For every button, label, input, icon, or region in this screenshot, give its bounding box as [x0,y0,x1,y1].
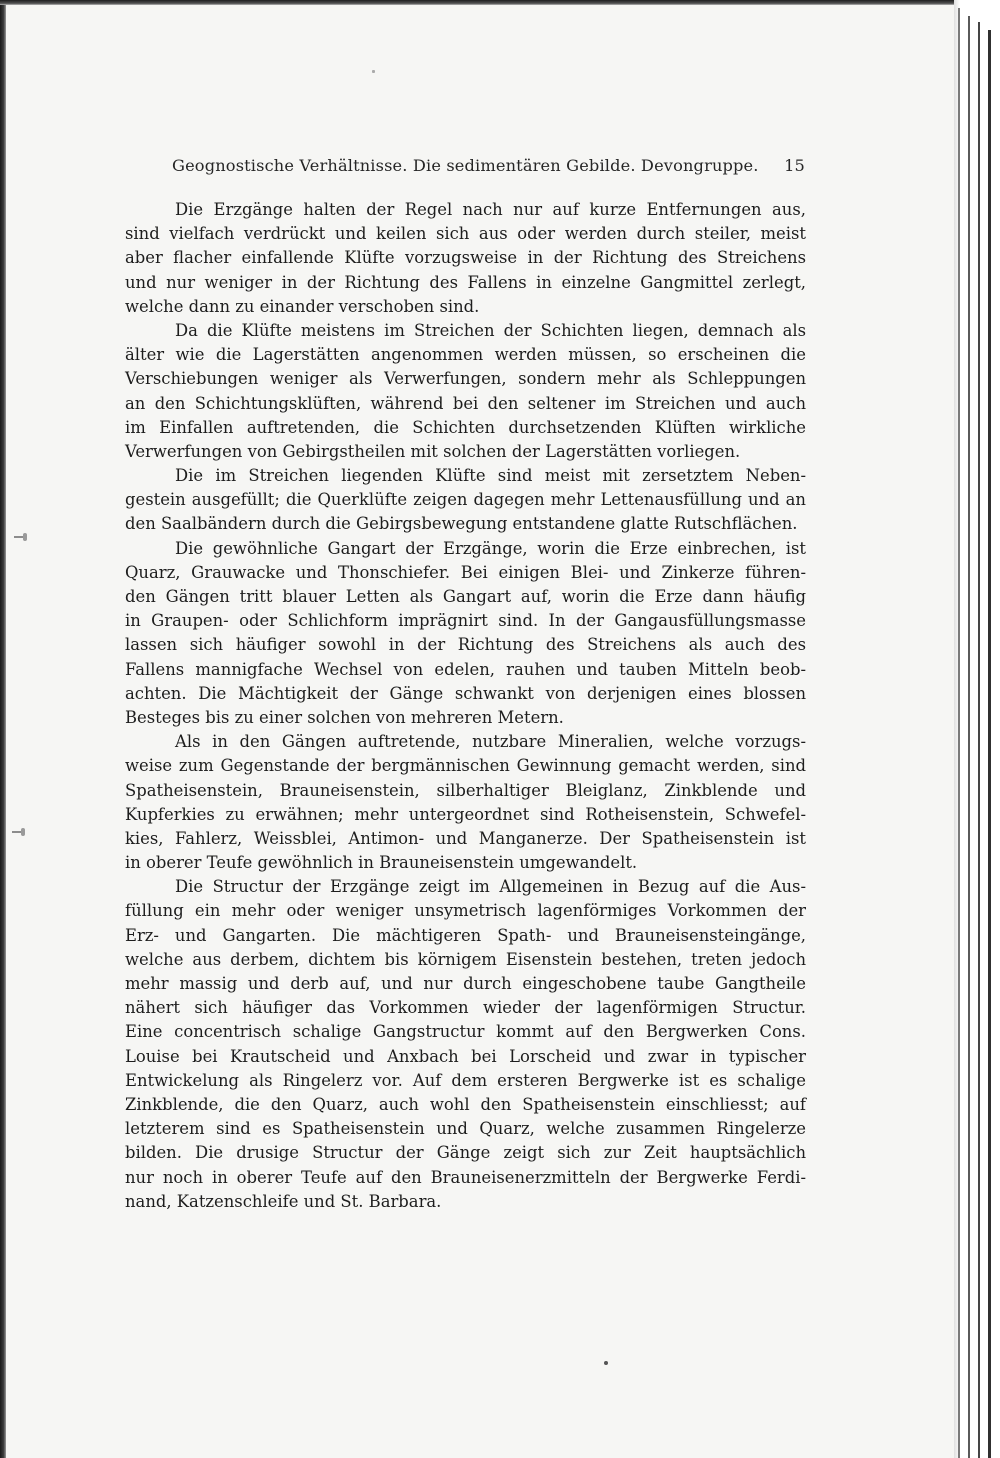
text-line: an den Schichtungsklüften, während bei den seltener im Streichen und auch [125,393,806,413]
text-line: Als in den Gängen auftretende, nutzbare Mineralien, welche vorzugs- [175,732,806,752]
page-number: 15 [784,156,805,175]
text-line: den Gängen tritt blauer Letten als Gangart auf, worin die Erze dann häufig [125,587,806,606]
text-line: Verwerfungen von Gebirgstheilen mit solchen der Lagerstätten vorliegen. [125,441,741,461]
text-line: kies, Fahlerz, Weissblei, Antimon- und Manganerze. Der Spatheisenstein ist [125,828,806,848]
text-line: Quarz, Grauwacke und Thonschiefer. Bei einigen Blei- und Zinkerze führen- [125,562,806,582]
text-line: lassen sich häufiger sowohl in der Richtung des Streichens als auch des [125,635,806,655]
text-line: Entwickelung als Ringelerz vor. Auf dem ersteren Bergwerke ist es schalige [125,1070,806,1090]
text-line: Erz- und Gangarten. Die mächtigeren Spath- und Brauneisensteingänge, [125,925,806,945]
text-line: Verschiebungen weniger als Verwerfungen, sondern mehr als Schleppungen [125,369,806,389]
text-line: bilden. Die drusige Structur der Gänge zeigt sich zur Zeit hauptsächlich [125,1143,806,1163]
text-line: achten. Die Mächtigkeit der Gänge schwankt von derjenigen eines blossen [125,683,806,703]
text-line: sind vielfach verdrückt und keilen sich aus oder werden durch steiler, meist [125,224,806,244]
margin-binding-mark [10,828,28,836]
text-line: im Einfallen auftretenden, die Schichten durchsetzenden Klüften wirkliche [125,417,806,437]
scan-left-edge [0,0,6,1458]
text-line: aber flacher einfallende Klüfte vorzugsweise in der Richtung des Streichens [125,248,806,268]
paragraph [125,319,806,464]
text-line: in oberer Teufe gewöhnlich in Brauneisenstein umgewandelt. [125,853,638,873]
body-text [125,198,806,1214]
paper-speck [372,70,375,73]
text-line: nur noch in oberer Teufe auf den Brauneisenerzmitteln der Bergwerke Ferdi- [125,1167,806,1187]
page-stack-edge [954,0,1000,1458]
text-line: Die im Streichen liegenden Klüfte sind meist mit zersetztem Neben- [175,466,806,486]
text-line: Spatheisenstein, Brauneisenstein, silberhaltiger Bleiglanz, Zinkblende und [125,780,806,800]
text-line: älter wie die Lagerstätten angenommen werden müssen, so erscheinen die [125,345,806,365]
text-line: nähert sich häufiger das Vorkommen wieder der lagenförmigen Structur. [125,998,806,1018]
text-line: Die gewöhnliche Gangart der Erzgänge, worin die Erze einbrechen, ist [175,538,806,558]
text-line: Louise bei Krautscheid und Anxbach bei Lorscheid und zwar in typischer [125,1046,806,1066]
text-line: letzterem sind es Spatheisenstein und Quarz, welche zusammen Ringelerze [125,1119,806,1139]
text-line: Kupferkies zu erwähnen; mehr untergeordnet sind Rotheisenstein, Schwefel- [125,804,806,824]
paragraph [125,875,806,1214]
text-line: nand, Katzenschleife und St. Barbara. [125,1191,442,1211]
paragraph [125,730,806,875]
paragraph [125,537,806,731]
paragraph [125,464,806,537]
text-line: welche dann zu einander verschoben sind. [125,296,480,316]
text-line: in Graupen- oder Schlichform imprägnirt sind. In der Gangausfüllungsmasse [125,611,806,631]
running-title: Geognostische Verhältnisse. Die sedimentären Gebilde. Devongruppe. [172,156,759,175]
text-line: und nur weniger in der Richtung des Fallens in einzelne Gangmittel zerlegt, [125,272,806,292]
text-line: welche aus derbem, dichtem bis körnigem Eisenstein bestehen, treten jedoch [125,949,806,969]
paper-speck [604,1361,608,1365]
text-line: Eine concentrisch schalige Gangstructur kommt auf den Bergwerken Cons. [125,1022,806,1042]
text-line: weise zum Gegenstande der bergmännischen Gewinnung gemacht werden, sind [125,756,806,776]
scan-top-edge [0,0,1000,5]
text-line: Besteges bis zu einer solchen von mehreren Metern. [125,707,564,727]
text-line: Da die Klüfte meistens im Streichen der Schichten liegen, demnach als [175,320,806,340]
text-line: füllung ein mehr oder weniger unsymetrisch lagenförmiges Vorkommen der [125,901,806,921]
text-line: gestein ausgefüllt; die Querklüfte zeigen dagegen mehr Lettenausfüllung und an [125,490,806,510]
text-line: Fallens mannigfache Wechsel von edelen, rauhen und tauben Mitteln beob- [125,659,806,679]
text-line: Die Erzgänge halten der Regel nach nur auf kurze Entfernungen aus, [175,200,806,219]
running-header [172,156,805,182]
text-line: Die Structur der Erzgänge zeigt im Allgemeinen in Bezug auf die Aus- [175,877,806,897]
paragraph [125,198,806,319]
margin-binding-mark [12,533,30,541]
text-line: mehr massig und derb auf, und nur durch eingeschobene taube Gangtheile [125,974,806,993]
text-line: Zinkblende, die den Quarz, auch wohl den Spatheisenstein einschliesst; auf [125,1094,806,1114]
text-line: den Saalbändern durch die Gebirgsbewegung entstandene glatte Rutschflächen. [125,514,798,534]
